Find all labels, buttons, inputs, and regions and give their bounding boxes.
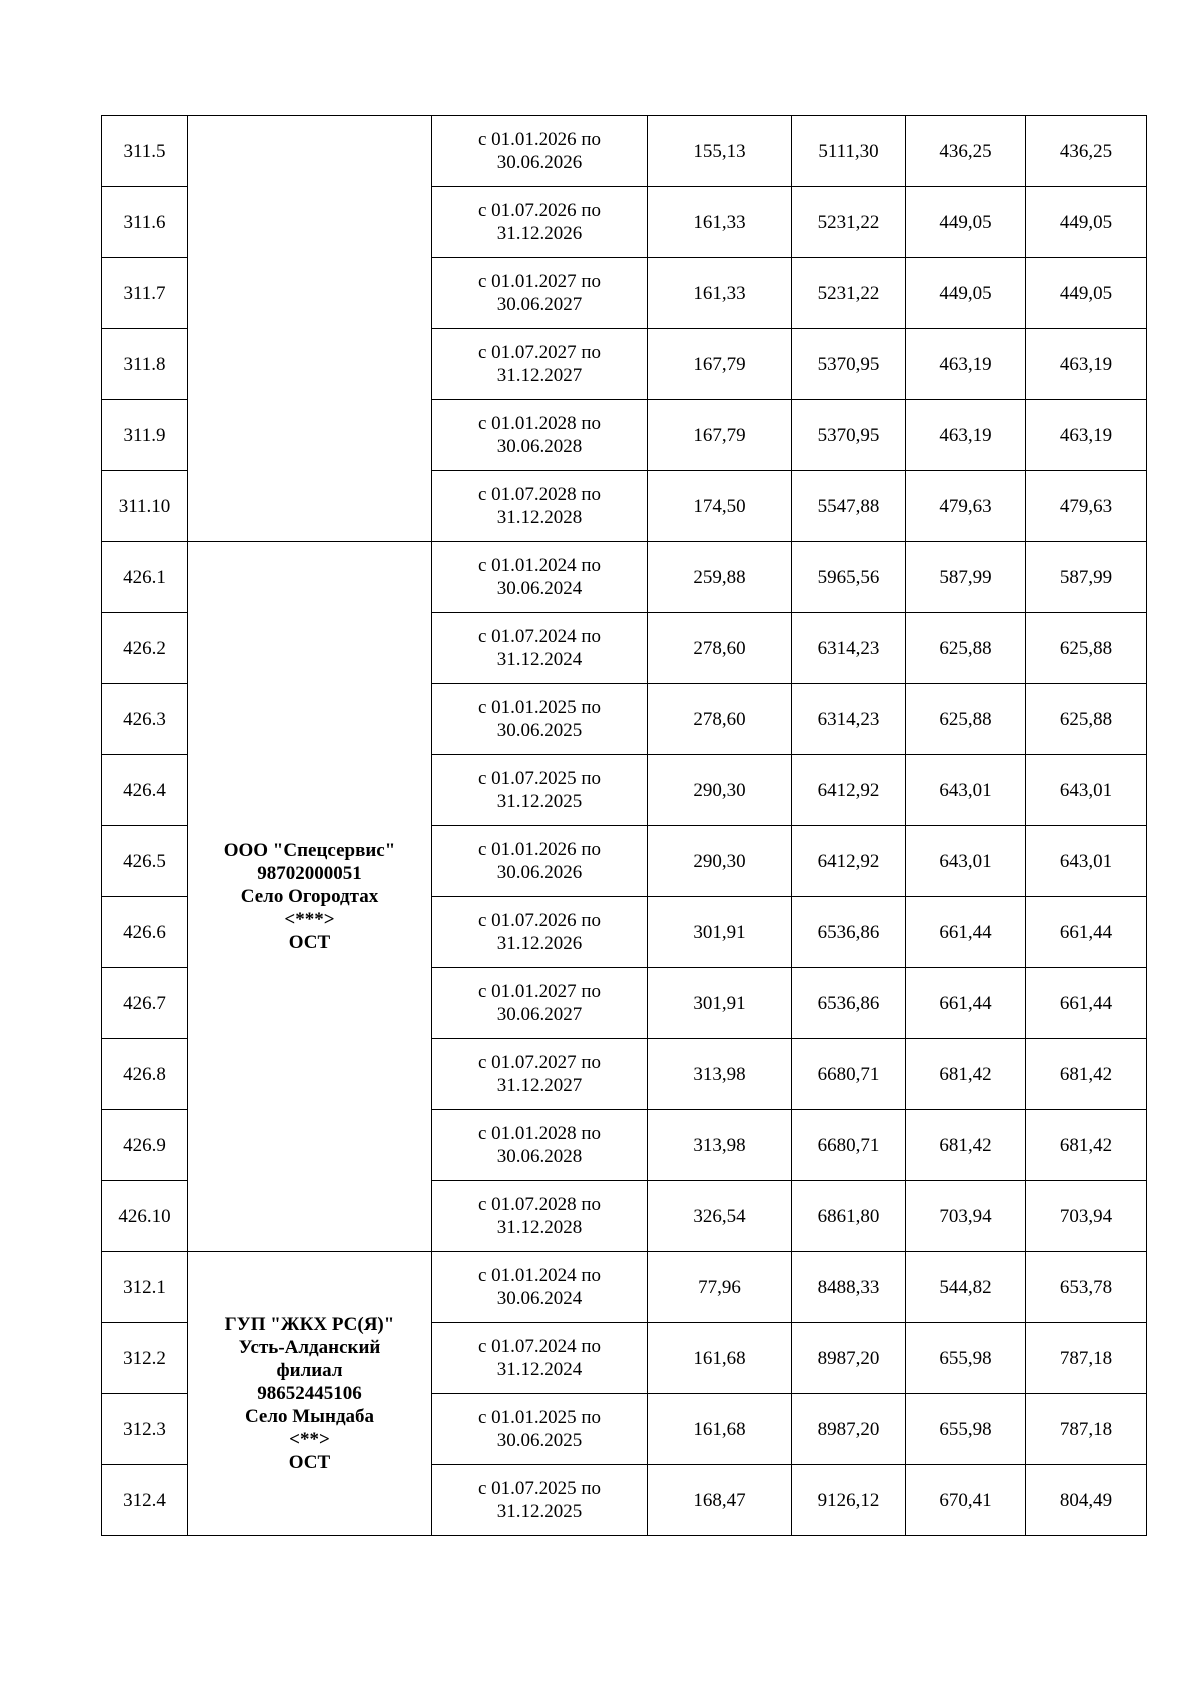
period-cell — [432, 1110, 648, 1181]
organization-line: Усть-Алданский — [238, 1337, 381, 1358]
period-cell — [432, 258, 648, 329]
period-from: с 01.07.2028 по — [477, 484, 602, 505]
value-cell-c1: 313,98 — [648, 1110, 792, 1181]
row-number-cell: 312.3 — [102, 1394, 188, 1465]
value-cell-c2: 6412,92 — [792, 755, 906, 826]
period-from: с 01.01.2026 по — [477, 129, 602, 150]
period-to: 30.06.2025 — [496, 1430, 583, 1451]
value-cell-c4: 653,78 — [1026, 1252, 1147, 1323]
period-from: с 01.01.2028 по — [477, 413, 602, 434]
value-cell-c4: 463,19 — [1026, 400, 1147, 471]
value-cell-c2: 8987,20 — [792, 1394, 906, 1465]
table-row — [102, 116, 1147, 187]
value-cell-c2: 9126,12 — [792, 1465, 906, 1536]
row-number-cell: 311.5 — [102, 116, 188, 187]
value-cell-c4: 787,18 — [1026, 1323, 1147, 1394]
value-cell-c2: 6861,80 — [792, 1181, 906, 1252]
period-from: с 01.07.2027 по — [477, 1052, 602, 1073]
period-cell — [432, 755, 648, 826]
period-to: 30.06.2028 — [496, 1146, 583, 1167]
organization-line: Село Огородтах — [240, 886, 379, 907]
value-cell-c1: 290,30 — [648, 755, 792, 826]
value-cell-c4: 463,19 — [1026, 329, 1147, 400]
value-cell-c3: 449,05 — [906, 258, 1026, 329]
period-from: с 01.01.2024 по — [477, 555, 602, 576]
value-cell-c3: 479,63 — [906, 471, 1026, 542]
table-row — [102, 542, 1147, 613]
period-to: 31.12.2024 — [496, 1359, 583, 1380]
value-cell-c3: 436,25 — [906, 116, 1026, 187]
value-cell-c2: 6680,71 — [792, 1039, 906, 1110]
value-cell-c1: 259,88 — [648, 542, 792, 613]
period-cell — [432, 329, 648, 400]
organization-cell — [188, 1252, 432, 1536]
period-from: с 01.01.2027 по — [477, 981, 602, 1002]
row-number-cell: 426.1 — [102, 542, 188, 613]
organization-line: ГУП "ЖКХ РС(Я)" — [224, 1314, 395, 1335]
organization-line: 98652445106 — [257, 1383, 362, 1404]
period-from: с 01.07.2027 по — [477, 342, 602, 363]
value-cell-c2: 8987,20 — [792, 1323, 906, 1394]
value-cell-c4: 625,88 — [1026, 613, 1147, 684]
period-from: с 01.07.2025 по — [477, 768, 602, 789]
organization-line: ООО "Спецсервис" — [223, 840, 396, 861]
value-cell-c1: 167,79 — [648, 329, 792, 400]
period-cell — [432, 116, 648, 187]
value-cell-c2: 6536,86 — [792, 968, 906, 1039]
value-cell-c1: 161,33 — [648, 258, 792, 329]
row-number-cell: 312.1 — [102, 1252, 188, 1323]
value-cell-c4: 449,05 — [1026, 187, 1147, 258]
period-cell — [432, 1039, 648, 1110]
period-cell — [432, 613, 648, 684]
period-cell — [432, 542, 648, 613]
period-to: 31.12.2024 — [496, 649, 583, 670]
value-cell-c1: 77,96 — [648, 1252, 792, 1323]
period-to: 30.06.2025 — [496, 720, 583, 741]
row-number-cell: 311.10 — [102, 471, 188, 542]
row-number-cell: 426.7 — [102, 968, 188, 1039]
value-cell-c3: 661,44 — [906, 968, 1026, 1039]
row-number-cell: 311.6 — [102, 187, 188, 258]
period-to: 30.06.2026 — [496, 152, 583, 173]
period-to: 31.12.2027 — [496, 1075, 583, 1096]
organization-line: ОСТ — [288, 932, 331, 953]
value-cell-c4: 625,88 — [1026, 684, 1147, 755]
value-cell-c1: 161,68 — [648, 1323, 792, 1394]
value-cell-c4: 703,94 — [1026, 1181, 1147, 1252]
value-cell-c2: 5231,22 — [792, 187, 906, 258]
value-cell-c1: 290,30 — [648, 826, 792, 897]
organization-line: ОСТ — [288, 1452, 331, 1473]
value-cell-c2: 5965,56 — [792, 542, 906, 613]
row-number-cell: 426.5 — [102, 826, 188, 897]
period-cell — [432, 400, 648, 471]
organization-line: филиал — [276, 1360, 343, 1381]
period-from: с 01.07.2026 по — [477, 910, 602, 931]
row-number-cell: 426.10 — [102, 1181, 188, 1252]
value-cell-c2: 6314,23 — [792, 684, 906, 755]
period-cell — [432, 1394, 648, 1465]
period-cell — [432, 187, 648, 258]
value-cell-c1: 326,54 — [648, 1181, 792, 1252]
value-cell-c4: 787,18 — [1026, 1394, 1147, 1465]
period-to: 31.12.2026 — [496, 933, 583, 954]
period-from: с 01.07.2024 по — [477, 626, 602, 647]
row-number-cell: 312.2 — [102, 1323, 188, 1394]
period-from: с 01.01.2024 по — [477, 1265, 602, 1286]
value-cell-c2: 6536,86 — [792, 897, 906, 968]
period-to: 31.12.2028 — [496, 1217, 583, 1238]
value-cell-c1: 313,98 — [648, 1039, 792, 1110]
value-cell-c1: 155,13 — [648, 116, 792, 187]
row-number-cell: 426.9 — [102, 1110, 188, 1181]
row-number-cell: 311.8 — [102, 329, 188, 400]
period-from: с 01.01.2028 по — [477, 1123, 602, 1144]
value-cell-c4: 643,01 — [1026, 826, 1147, 897]
value-cell-c3: 681,42 — [906, 1110, 1026, 1181]
value-cell-c2: 5370,95 — [792, 329, 906, 400]
value-cell-c1: 301,91 — [648, 968, 792, 1039]
value-cell-c1: 278,60 — [648, 613, 792, 684]
tariff-table — [101, 115, 1147, 1536]
organization-line: Село Мындаба — [244, 1406, 375, 1427]
period-to: 31.12.2027 — [496, 365, 583, 386]
period-cell — [432, 826, 648, 897]
value-cell-c2: 6412,92 — [792, 826, 906, 897]
value-cell-c1: 161,68 — [648, 1394, 792, 1465]
value-cell-c4: 436,25 — [1026, 116, 1147, 187]
value-cell-c3: 670,41 — [906, 1465, 1026, 1536]
value-cell-c2: 5547,88 — [792, 471, 906, 542]
organization-line: 98702000051 — [257, 863, 362, 884]
row-number-cell: 311.9 — [102, 400, 188, 471]
value-cell-c4: 661,44 — [1026, 897, 1147, 968]
value-cell-c1: 161,33 — [648, 187, 792, 258]
value-cell-c4: 643,01 — [1026, 755, 1147, 826]
value-cell-c1: 278,60 — [648, 684, 792, 755]
period-cell — [432, 968, 648, 1039]
period-cell — [432, 684, 648, 755]
value-cell-c2: 8488,33 — [792, 1252, 906, 1323]
period-from: с 01.01.2025 по — [477, 1407, 602, 1428]
period-from: с 01.07.2025 по — [477, 1478, 602, 1499]
value-cell-c4: 661,44 — [1026, 968, 1147, 1039]
period-from: с 01.01.2025 по — [477, 697, 602, 718]
organization-cell — [188, 542, 432, 1252]
period-cell — [432, 471, 648, 542]
organization-line: <***> — [284, 909, 335, 930]
organization-cell — [188, 116, 432, 542]
period-cell — [432, 1252, 648, 1323]
period-to: 31.12.2028 — [496, 507, 583, 528]
value-cell-c4: 449,05 — [1026, 258, 1147, 329]
value-cell-c4: 479,63 — [1026, 471, 1147, 542]
period-to: 31.12.2025 — [496, 791, 583, 812]
value-cell-c3: 643,01 — [906, 755, 1026, 826]
row-number-cell: 312.4 — [102, 1465, 188, 1536]
period-to: 30.06.2024 — [496, 1288, 583, 1309]
value-cell-c1: 174,50 — [648, 471, 792, 542]
value-cell-c2: 6314,23 — [792, 613, 906, 684]
period-to: 30.06.2026 — [496, 862, 583, 883]
period-cell — [432, 897, 648, 968]
period-to: 30.06.2027 — [496, 1004, 583, 1025]
period-from: с 01.01.2026 по — [477, 839, 602, 860]
value-cell-c3: 625,88 — [906, 684, 1026, 755]
row-number-cell: 426.2 — [102, 613, 188, 684]
value-cell-c2: 6680,71 — [792, 1110, 906, 1181]
period-to: 31.12.2025 — [496, 1501, 583, 1522]
value-cell-c2: 5231,22 — [792, 258, 906, 329]
period-to: 30.06.2028 — [496, 436, 583, 457]
value-cell-c4: 804,49 — [1026, 1465, 1147, 1536]
value-cell-c4: 587,99 — [1026, 542, 1147, 613]
tariff-table-body — [102, 116, 1147, 1536]
period-to: 31.12.2026 — [496, 223, 583, 244]
row-number-cell: 426.3 — [102, 684, 188, 755]
value-cell-c2: 5370,95 — [792, 400, 906, 471]
value-cell-c4: 681,42 — [1026, 1110, 1147, 1181]
value-cell-c3: 449,05 — [906, 187, 1026, 258]
value-cell-c3: 681,42 — [906, 1039, 1026, 1110]
row-number-cell: 426.6 — [102, 897, 188, 968]
value-cell-c3: 655,98 — [906, 1323, 1026, 1394]
period-to: 30.06.2024 — [496, 578, 583, 599]
period-cell — [432, 1323, 648, 1394]
period-from: с 01.07.2026 по — [477, 200, 602, 221]
value-cell-c1: 168,47 — [648, 1465, 792, 1536]
period-cell — [432, 1181, 648, 1252]
value-cell-c3: 643,01 — [906, 826, 1026, 897]
period-from: с 01.07.2024 по — [477, 1336, 602, 1357]
value-cell-c4: 681,42 — [1026, 1039, 1147, 1110]
value-cell-c1: 301,91 — [648, 897, 792, 968]
period-to: 30.06.2027 — [496, 294, 583, 315]
table-row — [102, 1252, 1147, 1323]
value-cell-c3: 463,19 — [906, 400, 1026, 471]
row-number-cell: 311.7 — [102, 258, 188, 329]
value-cell-c3: 463,19 — [906, 329, 1026, 400]
value-cell-c3: 655,98 — [906, 1394, 1026, 1465]
row-number-cell: 426.4 — [102, 755, 188, 826]
value-cell-c3: 625,88 — [906, 613, 1026, 684]
value-cell-c3: 544,82 — [906, 1252, 1026, 1323]
row-number-cell: 426.8 — [102, 1039, 188, 1110]
value-cell-c3: 587,99 — [906, 542, 1026, 613]
period-from: с 01.07.2028 по — [477, 1194, 602, 1215]
period-cell — [432, 1465, 648, 1536]
organization-line: <**> — [289, 1429, 330, 1450]
value-cell-c3: 703,94 — [906, 1181, 1026, 1252]
value-cell-c3: 661,44 — [906, 897, 1026, 968]
value-cell-c1: 167,79 — [648, 400, 792, 471]
period-from: с 01.01.2027 по — [477, 271, 602, 292]
value-cell-c2: 5111,30 — [792, 116, 906, 187]
